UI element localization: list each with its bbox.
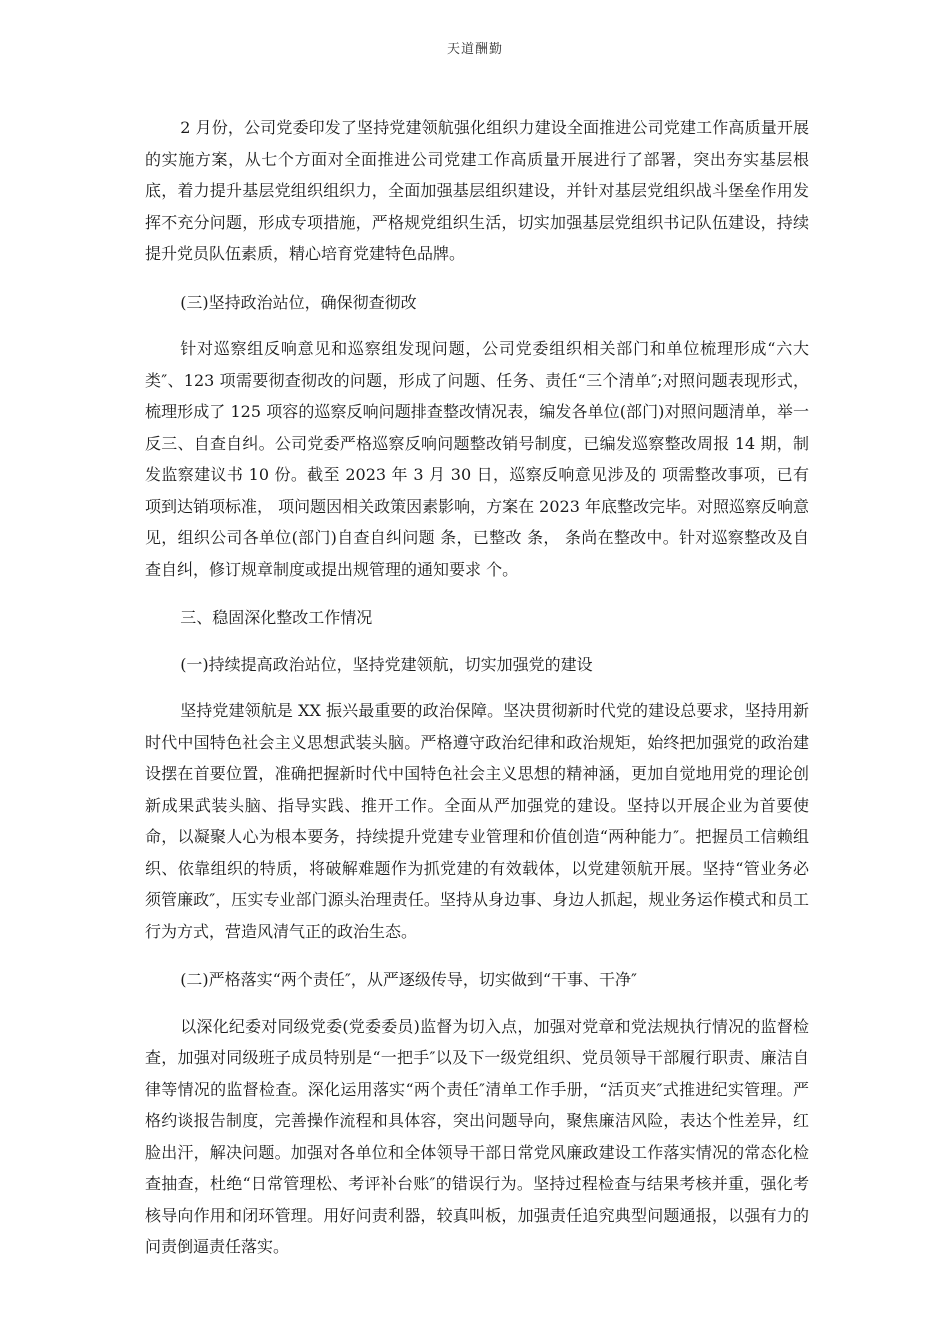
section-heading-3: (三)坚持政治站位，确保彻查彻改 bbox=[180, 292, 417, 312]
document-body bbox=[145, 112, 809, 1263]
paragraph-3: 坚持党建领航是 XX 振兴最重要的政治保障。坚决贯彻新时代党的建设总要求，坚持用新时代中国特色社会主义思想武装头脑。严格遵守政治纪律和政治规矩，始终把加强党的政治建设摆在首要位置，准确把握新时代中国特色社会主义思想的精神涵，更加自觉地用党的理论创新成果武装头脑、指导实践、推开工作。全面从严加强党的建设。坚持以开展企业为首要使命，以凝聚人心为根本要务，持续提升党建专业管理和价值创造“两种能力″。把握员工信赖组织、依靠组织的特质，将破解难题作为抓党建的有效载体，以党建领航开展。坚持“管业务必须管廉政″，压实专业部门源头治理责任。坚持从身边事、身边人抓起，规业务运作模式和员工行为方式，营造风清气正的政治生态。 bbox=[145, 701, 809, 941]
chapter-heading-3: 三、稳固深化整改工作情况 bbox=[180, 608, 373, 627]
paragraph-2: 针对巡察组反响意见和巡察组发现问题，公司党委组织相关部门和单位梳理形成“六大类″、123 项需要彻查彻改的问题，形成了问题、任务、责任“三个清单″;对照问题表现形式，梳理形成了 125 项容的巡察反响问题排查整改情况表，编发各单位(部门)对照问题清单，举一反三、自查自纠。公司党委严格巡察反响问题整改销号制度，已编发巡察整改周报 14 期，制发监察建议书 10 份。截至 2023 年 3 月 30 日，巡察反响意见涉及的 项需整改事项，已有 项到达销项标准， 项问题因相关政策因素影响，方案在 2023 年底整改完毕。对照巡察反响意见，组织公司各单位(部门)自查自纠问题 条，已整改 条， 条尚在整改中。针对巡察整改及自查自纠，修订规章制度或提出规管理的通知要求 个。 bbox=[145, 339, 809, 579]
paragraph-4: 以深化纪委对同级党委(党委委员)监督为切入点，加强对党章和党法规执行情况的监督检查，加强对同级班子成员特别是“一把手″以及下一级党组织、党员领导干部履行职责、廉洁自律等情况的监督检查。深化运用落实“两个责任″清单工作手册，“活页夹″式推进纪实管理。严格约谈报告制度，完善操作流程和具体容，突出问题导向，聚焦廉洁风险，表达个性差异，红脸出汗，解决问题。加强对各单位和全体领导干部日常党风廉政建设工作落实情况的常态化检查抽查，杜绝“日常管理松、考评补台账″的错误行为。坚持过程检查与结果考核并重，强化考核导向作用和闭环管理。用好问责利器，较真叫板，加强责任追究典型问题通报，以强有力的问责倒逼责任落实。 bbox=[145, 1016, 809, 1256]
page-header: 天道酬勤 bbox=[446, 42, 503, 57]
paragraph-1: 2 月份，公司党委印发了坚持党建领航强化组织力建设全面推进公司党建工作高质量开展的实施方案，从七个方面对全面推进公司党建工作高质量开展进行了部署，突出夯实基层根底，着力提升基层党组织组织力，全面加强基层组织建设，并针对基层党组织战斗堡垒作用发挥不充分问题，形成专项措施，严格规党组织生活，切实加强基层党组织书记队伍建设，持续提升党员队伍素质，精心培育党建特色品牌。 bbox=[145, 118, 809, 263]
section-heading-1: (一)持续提高政治站位，坚持党建领航，切实加强党的建设 bbox=[180, 654, 593, 674]
section-heading-2: (二)严格落实“两个责任″，从严逐级传导，切实做到“干事、干净″ bbox=[180, 970, 637, 989]
